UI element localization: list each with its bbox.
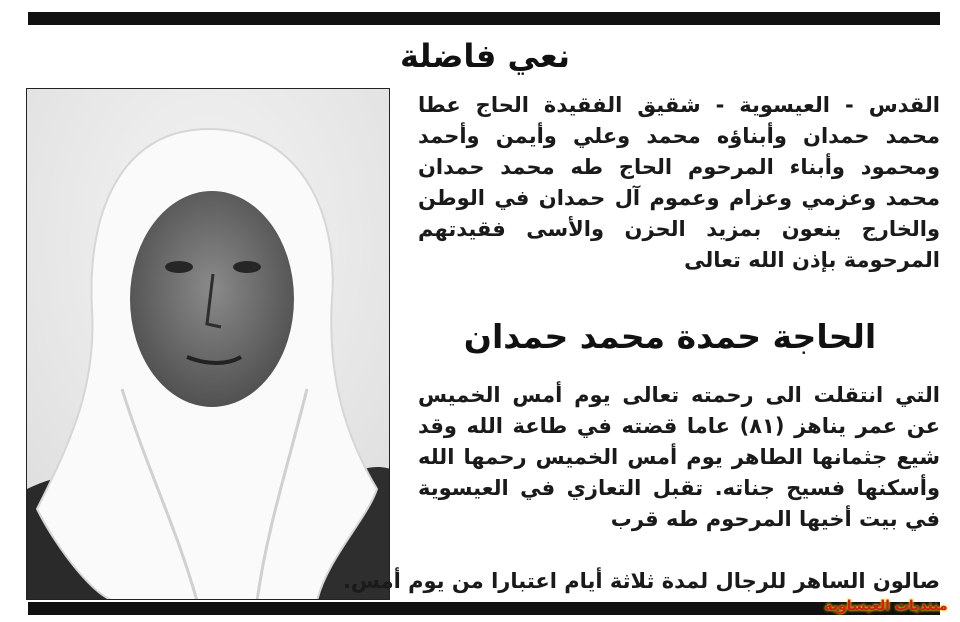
notice-title: نعي فاضلة <box>400 37 570 75</box>
deceased-photo <box>26 88 390 600</box>
deceased-name: الحاجة حمدة محمد حمدان <box>463 317 877 356</box>
notice-details: التي انتقلت الى رحمته تعالى يوم أمس الخميس عن عمر يناهز (٨١) عاما قضته في طاعة الله وقد شيع جثمانها الطاهر يوم أمس الخميس رحمها الله وأسكنها فسيح جناته. تقبل التعازي في العيسوية في بيت أخيها المرحوم طه قرب <box>418 383 940 531</box>
portrait-image <box>27 89 390 600</box>
notice-intro: القدس - العيسوية - شقيق الفقيدة الحاج عطا محمد حمدان وأبناؤه محمد وعلي وأيمن وأحمد ومحمود وأبناء المرحوم الحاج طه محمد حمدان محمد وعزمي وعزام وعموم آل حمدان في الوطن والخارج ينعون بمزيد الحزن والأسى فقيدتهم المرحومة بإذن الله تعالى <box>418 93 940 272</box>
forum-watermark: منتديات العيساوية <box>824 598 948 614</box>
top-rule <box>28 12 940 25</box>
notice-closing: صالون الساهر للرجال لمدة ثلاثة أيام اعتبارا من يوم أمس. <box>342 569 940 593</box>
bottom-rule <box>28 602 940 615</box>
